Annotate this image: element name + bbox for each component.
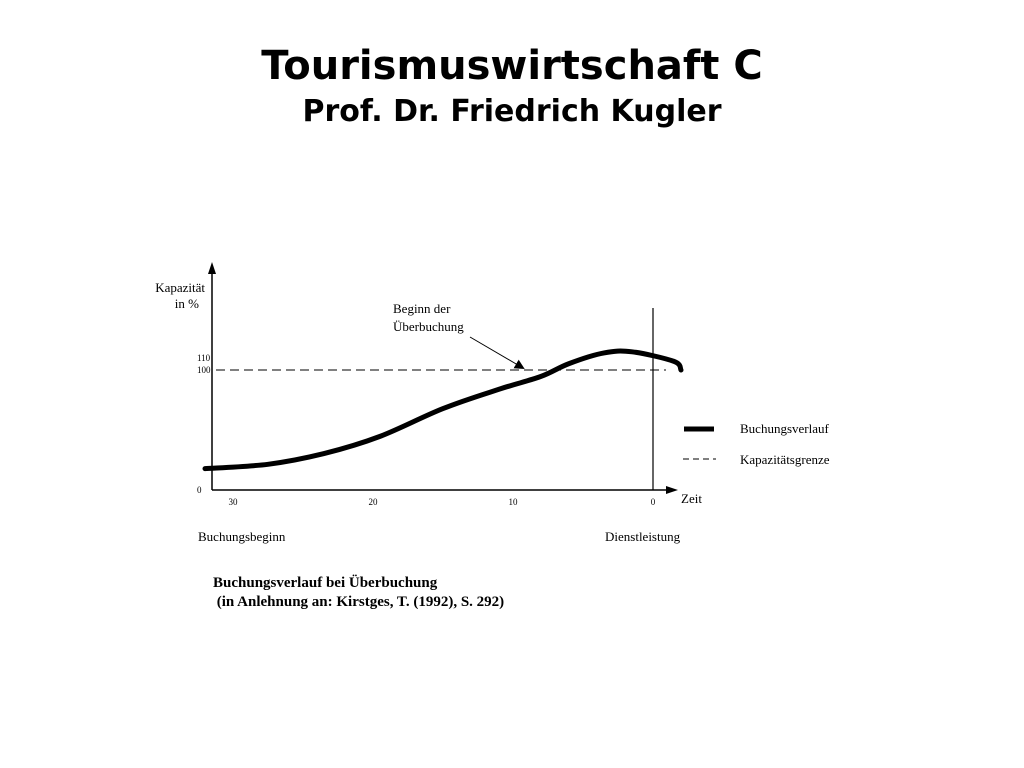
y-axis-arrow-icon	[208, 262, 216, 274]
y-axis-label-line1: Kapazität	[155, 280, 205, 295]
y-tick-label-0: 0	[197, 485, 202, 495]
y-tick-labels	[197, 353, 211, 495]
slide-title: Tourismuswirtschaft C	[261, 43, 763, 89]
x-axis-arrow-icon	[666, 486, 678, 494]
chart-caption-line2: (in Anlehnung an: Kirstges, T. (1992), S. 292)	[213, 594, 505, 610]
y-axis-label-line2: in %	[174, 296, 199, 311]
x-start-label: Buchungsbeginn	[198, 529, 286, 544]
x-axis-label: Zeit	[681, 491, 702, 506]
annotation-arrow-icon	[470, 337, 523, 368]
x-tick-label-10: 10	[508, 497, 518, 507]
x-tick-label-20: 20	[368, 497, 378, 507]
annotation-line1: Beginn der	[393, 301, 451, 316]
x-tick-labels	[229, 497, 656, 507]
x-tick-label-0: 0	[650, 497, 656, 507]
slide-subtitle: Prof. Dr. Friedrich Kugler	[302, 94, 722, 129]
annotation-line2: Überbuchung	[393, 319, 464, 334]
chart-caption-line1: Buchungsverlauf bei Überbuchung	[213, 575, 438, 591]
legend-label-buchungsverlauf: Buchungsverlauf	[740, 421, 829, 436]
y-tick-label-100: 100	[197, 365, 211, 375]
y-tick-label-110: 110	[197, 353, 211, 363]
booking-curve-line	[205, 351, 681, 469]
chart-legend	[683, 421, 830, 467]
legend-label-kapazitaetsgrenze: Kapazitätsgrenze	[740, 452, 830, 467]
x-end-label: Dienstleistung	[605, 529, 681, 544]
x-tick-label-30: 30	[228, 497, 238, 507]
